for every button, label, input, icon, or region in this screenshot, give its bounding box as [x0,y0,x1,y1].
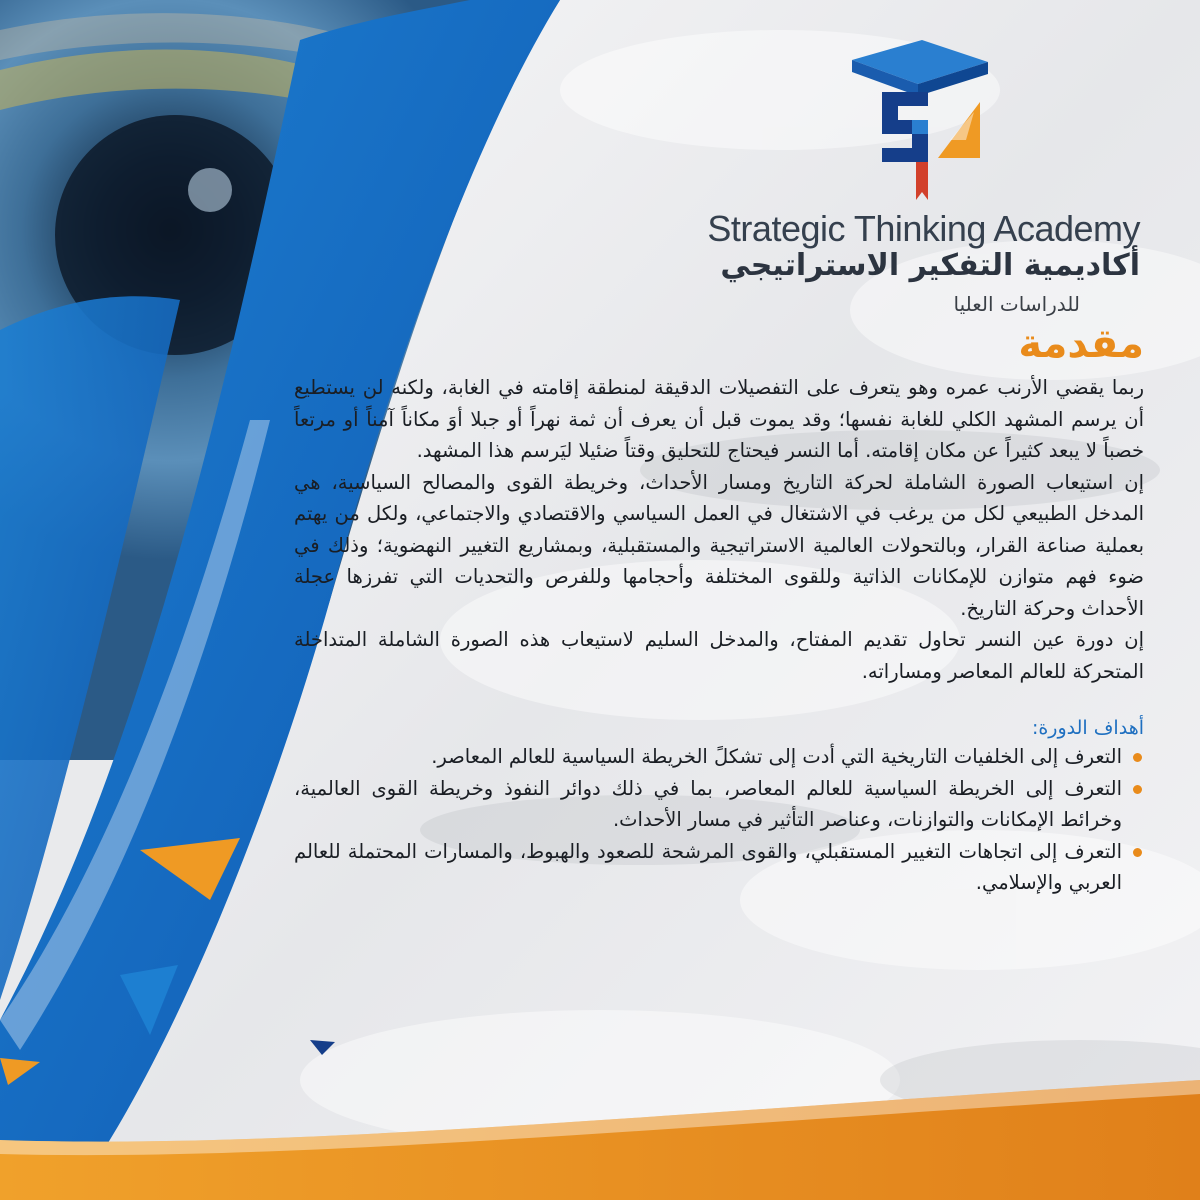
academy-logo-icon [850,40,990,200]
intro-heading: مقدمة [1018,321,1144,367]
goal-text: التعرف إلى الخلفيات التاريخية التي أدت إلى تشكلً الخريطة السياسية للعالم المعاصر. [431,745,1122,768]
list-item [294,836,1144,899]
intro-paragraph: إن استيعاب الصورة الشاملة لحركة التاريخ ومسار الأحداث، وخريطة القوى والمصالح السياسية، هي المدخل الطبيعي لكل من يرغب في الاشتغال في العمل السياسي والاقتصادي والاجتماعي، ولكل من يهتم بعملية صناعة القرار، وبالتحولات العالمية الاستراتيجية والمستقبلية، وبمشاريع التغيير النهضوية؛ وذلك في ضوء فهم متوازن للإمكانات الذاتية وللقوى المختلفة وأحجامها وللفرص والتحديات التي تفرزها عجلة الأحداث وحركة التاريخ. [294,470,1144,620]
list-item [294,773,1144,836]
brand-name-arabic: أكاديمية التفكير الاستراتيجي [720,248,1140,283]
goals-heading: أهداف الدورة: [1031,717,1144,739]
brand-subtitle: للدراسات العليا [953,292,1080,316]
bullet-icon [1133,848,1142,857]
intro-paragraph: ربما يقضي الأرنب عمره وهو يتعرف على التفصيلات الدقيقة لمنطقة إقامته في الغابة، ولكنه لن يستطيع أن يرسم المشهد الكلي للغابة نفسها؛ وقد يموت قبل أن يعرف أن ثمة نهراً أو جبلا أوَ مكاناً آمناً أو مرتعاً خصباً لا يبعد كثيراً عن مكان إقامته. أما النسر فيحتاج للتحليق وقتاً ضئيلا ليَرسم هذا المشهد. [294,376,1144,462]
bullet-icon [1133,753,1142,762]
goal-text: التعرف إلى الخريطة السياسية للعالم المعاصر، بما في ذلك دوائر النفوذ وخريطة القوى العالمية، وخرائط الإمكانات والتوازنات، وعناصر التأثير في مسار الأحداث. [294,776,1122,831]
main-content [294,322,1144,899]
goal-text: التعرف إلى اتجاهات التغيير المستقبلي، والقوى المرشحة للصعود والهبوط، والمسارات المحتملة للعالم العربي والإسلامي. [294,839,1122,894]
list-item [294,741,1144,773]
intro-paragraph: إن دورة عين النسر تحاول تقديم المفتاح، والمدخل السليم لاستيعاب هذه الصورة الشاملة المتداخلة المتحركة للعالم المعاصر ومساراته. [294,628,1144,683]
bullet-icon [1133,785,1142,794]
goals-list [294,741,1144,899]
brand-name-english: Strategic Thinking Academy [707,208,1140,249]
